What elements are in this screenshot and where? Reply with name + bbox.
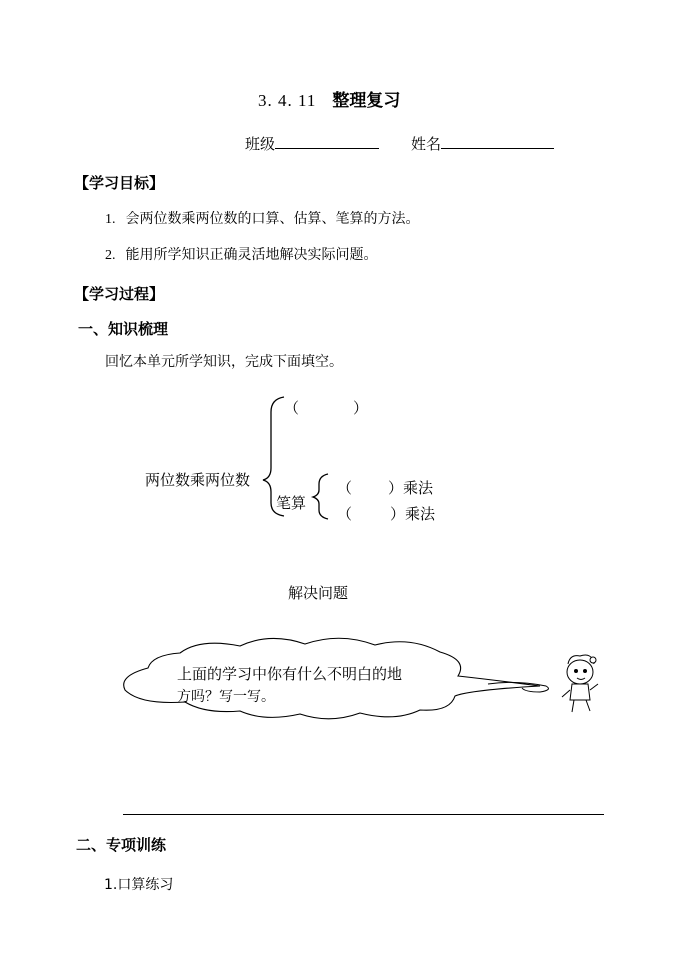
cloud-text-line-1: 上面的学习中你有什么不明白的地 [177, 665, 403, 683]
goal-number: 1. [105, 212, 116, 227]
written-calc-label: 笔算 [276, 494, 307, 512]
row-1-suffix: ）乘法 [388, 479, 434, 497]
goals-heading: 【学习目标】 [74, 174, 165, 192]
cartoon-girl-icon [562, 655, 598, 712]
written-row-2[interactable] [337, 503, 435, 524]
class-label: 班级 [245, 135, 276, 153]
lesson-title: 整理复习 [332, 91, 401, 111]
diagram-root: 两位数乘两位数 [145, 471, 251, 489]
part1-title: 一、知识梳理 [78, 320, 169, 338]
goal-text: 会两位数乘两位数的口算、估算、笔算的方法。 [125, 211, 420, 227]
cloud-text-line-2: 方吗？写一写。 [177, 689, 275, 705]
part2-item-1: 1.口算练习 [104, 877, 174, 893]
small-brace [313, 474, 328, 519]
goal-number: 2. [105, 248, 116, 263]
part2-title: 二、专项训练 [76, 836, 167, 854]
part1-instruction: 回忆本单元所学知识，完成下面填空。 [105, 354, 343, 370]
top-blank[interactable] [284, 397, 368, 418]
paren-open: （ [337, 479, 353, 497]
paren-close: ） [353, 399, 369, 417]
solve-problems-label: 解决问题 [288, 584, 349, 602]
paren-open: （ [337, 505, 353, 523]
lesson-number: 3. 4. 11 [258, 91, 317, 110]
goal-text: 能用所学知识正确灵活地解决实际问题。 [125, 247, 378, 263]
name-label: 姓名 [411, 135, 442, 153]
answer-line[interactable] [123, 814, 604, 815]
paren-open: （ [284, 399, 300, 417]
row-2-suffix: ）乘法 [390, 505, 436, 523]
process-heading: 【学习过程】 [74, 285, 165, 303]
written-row-1[interactable] [337, 477, 433, 498]
